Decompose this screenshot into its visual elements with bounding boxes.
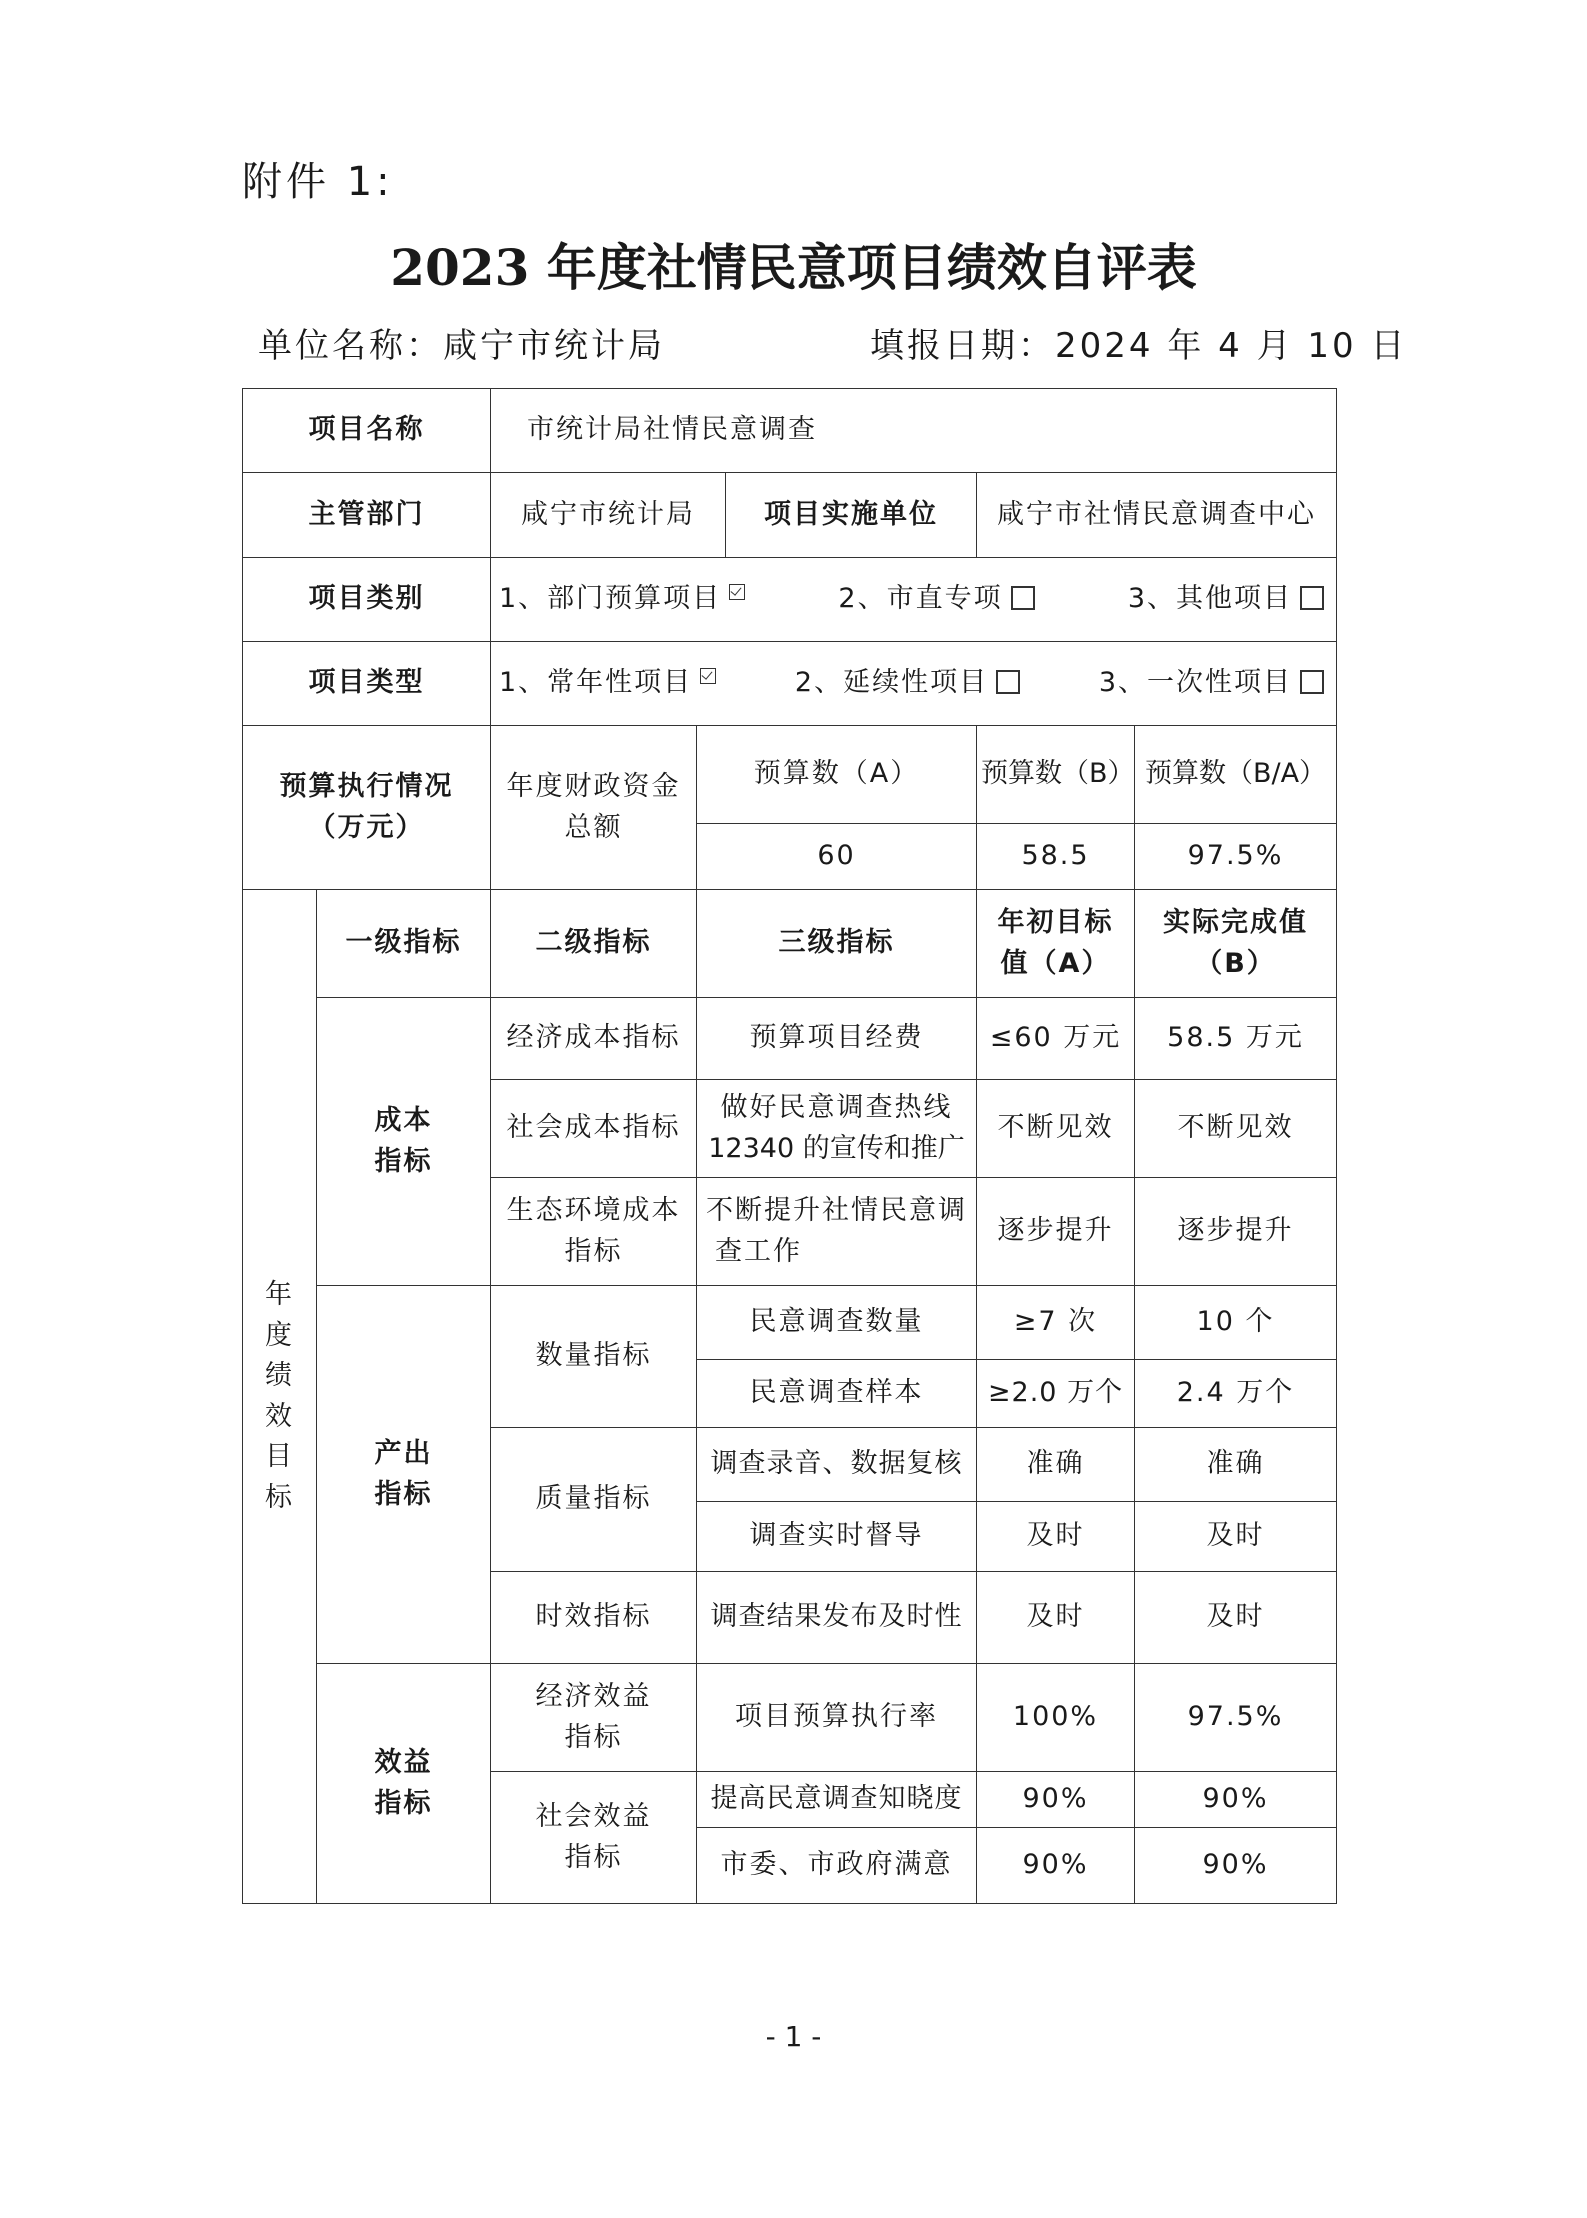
checked-box-icon[interactable] (729, 584, 745, 600)
table-cell-level2: 社会效益 指标 (491, 1772, 697, 1904)
table-cell-level2: 经济效益 指标 (491, 1664, 697, 1772)
table-cell-actual: 90% (1135, 1828, 1337, 1904)
table-cell-level2: 时效指标 (491, 1572, 697, 1664)
table-cell-actual: 不断见效 (1135, 1080, 1337, 1178)
table-cell-level3: 调查实时督导 (697, 1502, 977, 1572)
department-row-middle (491, 473, 977, 558)
type-option-2[interactable]: 2、延续性项目 (795, 663, 1020, 704)
table-cell-target: 90% (977, 1828, 1135, 1904)
budget-a-header: 预算数（A） (697, 726, 977, 824)
checkbox-icon[interactable] (1300, 670, 1324, 694)
table-cell-level3: 提高民意调查知晓度 (697, 1772, 977, 1828)
type-option-3[interactable]: 3、一次性项目 (1099, 663, 1324, 704)
table-cell-actual: 10 个 (1135, 1286, 1337, 1360)
table-cell-actual: 及时 (1135, 1502, 1337, 1572)
table-cell-target: 不断见效 (977, 1080, 1135, 1178)
budget-ratio-value: 97.5% (1135, 824, 1337, 890)
table-cell-actual: 90% (1135, 1772, 1337, 1828)
table-cell-target: ≥2.0 万个 (977, 1360, 1135, 1428)
evaluation-table (242, 388, 1337, 1904)
target-header: 年初目标 值（A） (977, 890, 1135, 998)
table-cell-level3: 预算项目经费 (697, 998, 977, 1080)
category-option-1[interactable]: 1、部门预算项目 (499, 579, 745, 620)
actual-header: 实际完成值 （B） (1135, 890, 1337, 998)
project-name-label: 项目名称 (243, 389, 491, 473)
budget-ratio-header: 预算数（B/A） (1135, 726, 1337, 824)
page-title: 2023 年度社情民意项目绩效自评表 (390, 238, 1197, 297)
impl-unit-value: 咸宁市社情民意调查中心 (977, 473, 1337, 558)
level3-header: 三级指标 (697, 890, 977, 998)
fill-date-label: 填报日期： (870, 326, 1055, 366)
table-cell-target: 90% (977, 1772, 1135, 1828)
checkbox-icon[interactable] (996, 670, 1020, 694)
type-option-1[interactable]: 1、常年性项目 (499, 663, 716, 704)
unit-info (258, 318, 665, 367)
table-cell-level2: 生态环境成本 指标 (491, 1178, 697, 1286)
table-cell-target: ≥7 次 (977, 1286, 1135, 1360)
table-cell-level3: 民意调查样本 (697, 1360, 977, 1428)
table-cell-target: 准确 (977, 1428, 1135, 1502)
table-cell-level3: 市委、市政府满意 (697, 1828, 977, 1904)
checkbox-icon[interactable] (1011, 586, 1035, 610)
table-cell-level3: 调查结果发布及时性 (697, 1572, 977, 1664)
page-number: - 1 - (765, 2020, 822, 2053)
project-name-value: 市统计局社情民意调查 (491, 389, 1337, 473)
fill-date-value: 2024 年 4 月 10 日 (1055, 326, 1408, 366)
budget-label: 预算执行情况 （万元） (243, 726, 491, 890)
impl-unit-label: 项目实施单位 (764, 498, 938, 530)
table-cell-actual: 58.5 万元 (1135, 998, 1337, 1080)
table-cell-target: ≤60 万元 (977, 998, 1135, 1080)
annual-goals-label: 年 度 绩 效 目 标 (243, 890, 317, 1904)
type-options (491, 642, 1337, 726)
category-options (491, 558, 1337, 642)
type-label: 项目类型 (243, 642, 491, 726)
table-cell-level2: 质量指标 (491, 1428, 697, 1572)
level2-header: 二级指标 (491, 890, 697, 998)
table-cell-level3: 民意调查数量 (697, 1286, 977, 1360)
table-cell-target: 及时 (977, 1572, 1135, 1664)
department-value: 咸宁市统计局 (491, 473, 726, 557)
table-cell-actual: 97.5% (1135, 1664, 1337, 1772)
table-cell-level3: 不断提升社情民意调 查工作 (697, 1178, 977, 1286)
table-cell-actual: 2.4 万个 (1135, 1360, 1337, 1428)
table-cell-target: 及时 (977, 1502, 1135, 1572)
unit-label: 单位名称： (258, 326, 443, 366)
unit-value: 咸宁市统计局 (443, 326, 665, 366)
table-cell-actual: 逐步提升 (1135, 1178, 1337, 1286)
attachment-label: 附件 1: (242, 159, 394, 205)
table-cell-level3: 做好民意调查热线 12340 的宣传和推广 (697, 1080, 977, 1178)
table-cell-level2: 社会成本指标 (491, 1080, 697, 1178)
fund-total-label: 年度财政资金 总额 (491, 726, 697, 890)
table-cell-level3: 项目预算执行率 (697, 1664, 977, 1772)
table-cell-target: 100% (977, 1664, 1135, 1772)
budget-b-value: 58.5 (977, 824, 1135, 890)
budget-b-header: 预算数（B） (977, 726, 1135, 824)
category-option-3[interactable]: 3、其他项目 (1128, 579, 1324, 620)
cost-indicator-label: 成本 指标 (317, 998, 491, 1286)
checked-box-icon[interactable] (700, 668, 716, 684)
category-option-2[interactable]: 2、市直专项 (838, 579, 1034, 620)
category-label: 项目类别 (243, 558, 491, 642)
table-cell-actual: 准确 (1135, 1428, 1337, 1502)
output-indicator-label: 产出 指标 (317, 1286, 491, 1664)
department-label: 主管部门 (243, 473, 491, 558)
checkbox-icon[interactable] (1300, 586, 1324, 610)
table-cell-level3: 调查录音、数据复核 (697, 1428, 977, 1502)
table-cell-level2: 数量指标 (491, 1286, 697, 1428)
table-cell-actual: 及时 (1135, 1572, 1337, 1664)
fill-date-info (870, 318, 1407, 367)
budget-a-value: 60 (697, 824, 977, 890)
benefit-indicator-label: 效益 指标 (317, 1664, 491, 1904)
table-cell-target: 逐步提升 (977, 1178, 1135, 1286)
table-cell-level2: 经济成本指标 (491, 998, 697, 1080)
level1-header: 一级指标 (317, 890, 491, 998)
